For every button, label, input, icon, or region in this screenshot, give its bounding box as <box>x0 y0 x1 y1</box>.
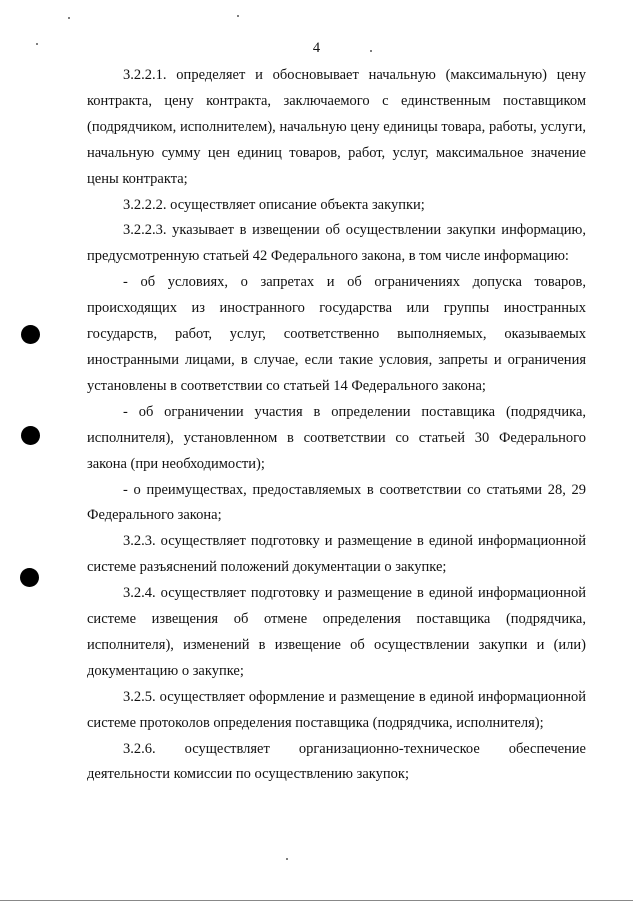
paragraph-3-2-5: 3.2.5. осуществляет оформление и размещение в единой информационной системе протоколов определения поставщика (подрядчика, исполнителя); <box>87 688 586 731</box>
scan-speck <box>36 43 38 45</box>
scan-speck <box>370 50 372 52</box>
list-item-restriction: - об ограничении участия в определении поставщика (подрядчика, исполнителя), установленном в соответствии со статьей 30 Федерального закона (при необходимости); <box>87 403 586 472</box>
paragraph-3-2-2-2: 3.2.2.2. осуществляет описание объекта закупки; <box>123 196 425 213</box>
list-item-conditions: - об условиях, о запретах и об ограничениях допуска товаров, происходящих из иностранного государства или группы иностранных государств, работ, услуг, соответственно выполняемых, оказываемых иностранными лицами, в случае, если такие условия, запреты и ограничения установлены в соответствии со статьей 14 Федерального закона; <box>87 274 586 394</box>
document-body <box>87 63 586 788</box>
page-number: 4 <box>312 40 321 56</box>
scan-edge-line <box>0 900 633 901</box>
scan-speck <box>237 15 239 17</box>
paragraph-3-2-2-1: 3.2.2.1. определяет и обосновывает начальную (максимальную) цену контракта, цену контракта, заключаемого с единственным поставщиком (подрядчиком, исполнителем), начальную цену единицы товара, работы, услуги, начальную сумму цен единиц товаров, работ, услуг, максимальное значение цены контракта; <box>87 67 586 187</box>
punch-hole-middle <box>21 426 40 445</box>
paragraph-3-2-2-3: 3.2.2.3. указывает в извещении об осуществлении закупки информацию, предусмотренную статьей 42 Федерального закона, в том числе информацию: <box>87 222 586 265</box>
list-item-advantages: - о преимуществах, предоставляемых в соответствии со статьями 28, 29 Федерального закона; <box>87 481 586 524</box>
punch-hole-top <box>21 325 40 344</box>
punch-hole-bottom <box>20 568 39 587</box>
paragraph-3-2-6: 3.2.6. осуществляет организационно-техническое обеспечение деятельности комиссии по осуществлению закупок; <box>87 740 586 783</box>
scan-speck <box>68 17 70 19</box>
paragraph-3-2-4: 3.2.4. осуществляет подготовку и размещение в единой информационной системе извещения об отмене определения поставщика (подрядчика, исполнителя), изменений в извещение об осуществлении закупки и (или) документацию о закупке; <box>87 585 586 679</box>
paragraph-3-2-3: 3.2.3. осуществляет подготовку и размещение в единой информационной системе разъяснений положений документации о закупке; <box>87 533 586 576</box>
scan-speck <box>286 858 288 860</box>
